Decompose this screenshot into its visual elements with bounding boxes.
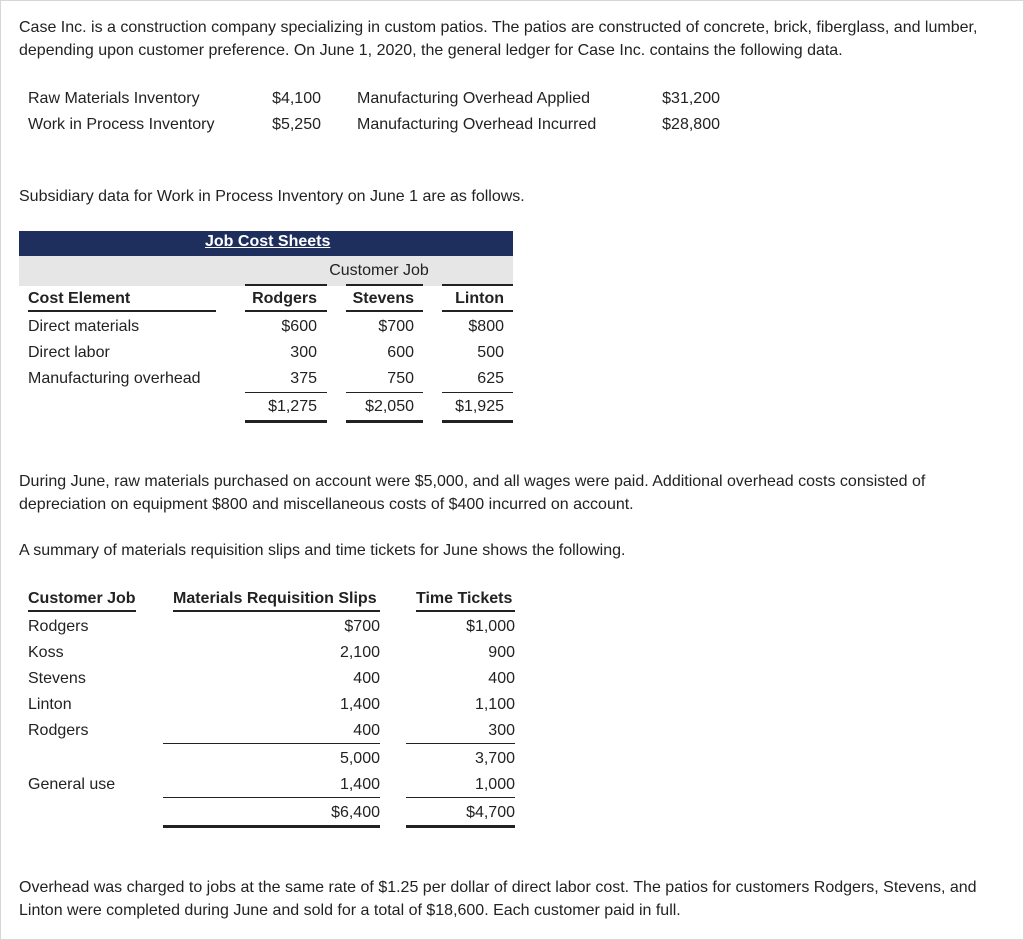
- total-rule-3: [442, 420, 513, 423]
- col-rule-1: [245, 310, 327, 312]
- ledger-value-wip: $5,250: [272, 116, 321, 133]
- req-subtotal-rule-1: [163, 743, 380, 744]
- group-rule-1: [245, 284, 327, 286]
- req-time-3: 400: [488, 670, 515, 687]
- cell-dl-stevens: 600: [387, 344, 414, 361]
- row-label-manufacturing-overhead: Manufacturing overhead: [28, 370, 201, 387]
- req-job-2: Koss: [28, 644, 64, 661]
- sum-rule-3: [442, 392, 513, 393]
- closing-paragraph: Overhead was charged to jobs at the same rate of $1.25 per dollar of direct labor cost. The patios for customers Rodgers, Stevens, and Linton were completed during June and sold for a total of $18,600. Each customer paid in full.: [19, 879, 977, 919]
- req-header-rule-1: [28, 610, 136, 612]
- summary-intro: A summary of materials requisition slips and time tickets for June shows the following.: [19, 542, 626, 559]
- req-time-4: 1,100: [474, 696, 515, 713]
- cell-dm-stevens: $700: [378, 318, 414, 335]
- col-rule-3: [442, 310, 513, 312]
- req-materials-5: 400: [353, 722, 380, 739]
- req-subtotal-rule-2: [406, 743, 515, 744]
- total-stevens: $2,050: [365, 398, 414, 415]
- req-materials-4: 1,400: [339, 696, 380, 713]
- ledger-label-overhead-incurred: Manufacturing Overhead Incurred: [357, 116, 597, 133]
- req-job-4: Linton: [28, 696, 72, 713]
- sum-rule-2: [346, 392, 423, 393]
- req-header-materials: Materials Requisition Slips: [173, 590, 377, 607]
- ledger-label-wip: Work in Process Inventory: [28, 116, 215, 133]
- req-header-rule-2: [173, 610, 380, 612]
- req-time-5: 300: [488, 722, 515, 739]
- cost-element-header: Cost Element: [28, 290, 131, 307]
- req-total-rule-2: [406, 797, 515, 798]
- req-subtotal-time: 3,700: [474, 750, 515, 767]
- req-final-rule-2: [406, 825, 515, 828]
- row-label-direct-materials: Direct materials: [28, 318, 140, 335]
- ledger-value-raw-materials: $4,100: [272, 90, 321, 107]
- cell-dm-linton: $800: [468, 318, 504, 335]
- june-paragraph: During June, raw materials purchased on account were $5,000, and all wages were paid. Additional overhead costs consisted of depreciation on equipment $800 and miscellaneous costs of $400 incurred on account.: [19, 473, 926, 513]
- cost-element-rule: [28, 310, 216, 312]
- ledger-value-overhead-incurred: $28,800: [662, 116, 720, 133]
- cell-dm-rodgers: $600: [281, 318, 317, 335]
- req-subtotal-materials: 5,000: [339, 750, 380, 767]
- req-job-5: Rodgers: [28, 722, 89, 739]
- customer-job-group-header: Customer Job: [329, 262, 429, 279]
- job-cost-title: Job Cost Sheets: [205, 233, 331, 250]
- req-total-rule-1: [163, 797, 380, 798]
- req-materials-3: 400: [353, 670, 380, 687]
- req-header-time-tickets: Time Tickets: [416, 590, 513, 607]
- group-rule-2: [346, 284, 423, 286]
- ledger-label-raw-materials: Raw Materials Inventory: [28, 90, 200, 107]
- total-rodgers: $1,275: [268, 398, 317, 415]
- cell-mo-linton: 625: [477, 370, 504, 387]
- req-materials-2: 2,100: [339, 644, 380, 661]
- req-header-rule-3: [416, 610, 515, 612]
- group-rule-3: [442, 284, 513, 286]
- total-rule-2: [346, 420, 423, 423]
- column-header-linton: Linton: [455, 290, 504, 307]
- subsidiary-intro: Subsidiary data for Work in Process Inventory on June 1 are as follows.: [19, 188, 525, 205]
- req-job-1: Rodgers: [28, 618, 89, 635]
- cell-dl-rodgers: 300: [290, 344, 317, 361]
- cell-mo-rodgers: 375: [290, 370, 317, 387]
- req-general-materials: 1,400: [339, 776, 380, 793]
- req-header-customer-job: Customer Job: [28, 590, 136, 607]
- cell-mo-stevens: 750: [387, 370, 414, 387]
- row-label-direct-labor: Direct labor: [28, 344, 110, 361]
- column-header-rodgers: Rodgers: [252, 290, 317, 307]
- req-general-time: 1,000: [474, 776, 515, 793]
- cell-dl-linton: 500: [477, 344, 504, 361]
- total-rule-1: [245, 420, 327, 423]
- req-total-time: $4,700: [466, 804, 515, 821]
- intro-paragraph: Case Inc. is a construction company specializing in custom patios. The patios are constructed of concrete, brick, fiberglass, and lumber, depending upon customer preference. On June 1, 2020, the general ledger for Case Inc. contains the following data.: [19, 19, 978, 59]
- req-final-rule-1: [163, 825, 380, 828]
- req-time-1: $1,000: [466, 618, 515, 635]
- col-rule-2: [346, 310, 423, 312]
- ledger-value-overhead-applied: $31,200: [662, 90, 720, 107]
- ledger-label-overhead-applied: Manufacturing Overhead Applied: [357, 90, 591, 107]
- req-job-general-use: General use: [28, 776, 116, 793]
- req-total-materials: $6,400: [331, 804, 380, 821]
- column-header-stevens: Stevens: [352, 290, 414, 307]
- req-materials-1: $700: [344, 618, 380, 635]
- total-linton: $1,925: [455, 398, 504, 415]
- req-time-2: 900: [488, 644, 515, 661]
- req-job-3: Stevens: [28, 670, 86, 687]
- sum-rule-1: [245, 392, 327, 393]
